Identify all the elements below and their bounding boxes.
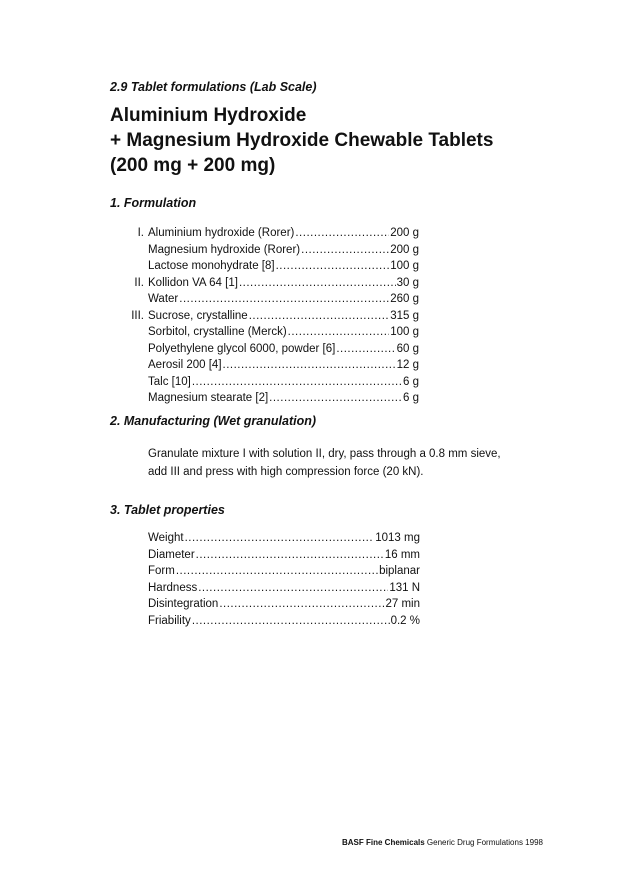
ingredient-amount: 60 g: [396, 342, 419, 355]
page-footer: [342, 838, 543, 847]
formulation-row: [110, 275, 430, 292]
formulation-row: [110, 341, 430, 358]
ingredient-name: Sorbitol, crystalline (Merck): [148, 326, 287, 338]
manufacturing-heading: 2. Manufacturing (Wet granulation): [110, 414, 317, 428]
ingredient-amount: 200 g: [390, 243, 419, 256]
manufacturing-text: [148, 445, 558, 481]
property-name: Disintegration: [148, 598, 219, 610]
ingredient-amount: 30 g: [396, 276, 419, 289]
ingredient-name: Lactose monohydrate [8]: [148, 260, 275, 272]
ingredient-name: Aluminium hydroxide (Rorer): [148, 227, 295, 239]
property-row: [148, 563, 420, 580]
property-name: Weight: [148, 532, 184, 544]
property-row: [148, 547, 420, 564]
ingredient-amount: 100 g: [390, 326, 419, 338]
property-value: 131 N: [389, 581, 420, 594]
properties-list: [148, 530, 420, 629]
roman-numeral: I.: [137, 227, 144, 239]
property-value: 27 min: [385, 598, 420, 610]
formulation-row: [110, 258, 430, 275]
properties-heading: 3. Tablet properties: [110, 503, 225, 517]
manufacturing-line-2: add III and press with high compression force (20 kN).: [148, 466, 424, 478]
ingredient-amount: 315 g: [390, 309, 419, 322]
ingredient-name: Magnesium hydroxide (Rorer): [148, 243, 301, 256]
manufacturing-line-1: Granulate mixture I with solution II, dry, pass through a 0.8 mm sieve,: [148, 448, 501, 460]
property-value: biplanar: [379, 565, 420, 577]
ingredient-amount: 100 g: [390, 260, 419, 272]
footer-brand: BASF Fine Chemicals: [342, 838, 425, 847]
formulation-row: [110, 324, 430, 341]
formulation-row: [110, 357, 430, 374]
formulation-row: [110, 390, 430, 407]
formulation-heading: 1. Formulation: [110, 196, 197, 210]
formulation-list: [110, 225, 430, 407]
section-reference: 2.9 Tablet formulations (Lab Scale): [110, 80, 317, 94]
title-line-3: (200 mg + 200 mg): [110, 155, 276, 176]
title-line-1: Aluminium Hydroxide: [110, 105, 307, 126]
ingredient-amount: 200 g: [390, 227, 419, 239]
document-title: [110, 103, 493, 178]
ingredient-amount: 6 g: [403, 392, 419, 404]
formulation-row: [110, 291, 430, 308]
property-value: 16 mm: [384, 548, 420, 561]
property-name: Friability: [148, 614, 191, 627]
property-name: Hardness: [148, 581, 198, 594]
title-line-2: + Magnesium Hydroxide Chewable Tablets: [110, 130, 494, 151]
ingredient-name: Kollidon VA 64 [1]: [148, 276, 238, 289]
roman-numeral: III.: [131, 309, 144, 322]
ingredient-name: Polyethylene glycol 6000, powder [6]: [148, 342, 336, 355]
ingredient-amount: 12 g: [396, 359, 419, 371]
property-value: 1013 mg: [375, 532, 420, 544]
footer-text: Generic Drug Formulations 1998: [426, 838, 543, 847]
property-value: 0.2 %: [390, 614, 420, 627]
property-row: [148, 613, 420, 630]
property-name: Diameter: [148, 548, 195, 561]
ingredient-name: Water: [148, 293, 179, 305]
ingredient-name: Talc [10]: [148, 375, 191, 388]
formulation-row: [110, 242, 430, 259]
ingredient-amount: 6 g: [403, 375, 419, 388]
property-row: [148, 530, 420, 547]
ingredient-name: Aerosil 200 [4]: [148, 359, 222, 371]
formulation-row: [110, 374, 430, 391]
formulation-row: [110, 225, 430, 242]
property-row: [148, 596, 420, 613]
formulation-row: [110, 308, 430, 325]
property-row: [148, 580, 420, 597]
property-name: Form: [148, 565, 175, 577]
roman-numeral: II.: [134, 276, 144, 289]
ingredient-name: Magnesium stearate [2]: [148, 392, 269, 404]
ingredient-amount: 260 g: [390, 293, 419, 305]
ingredient-name: Sucrose, crystalline: [148, 309, 248, 322]
